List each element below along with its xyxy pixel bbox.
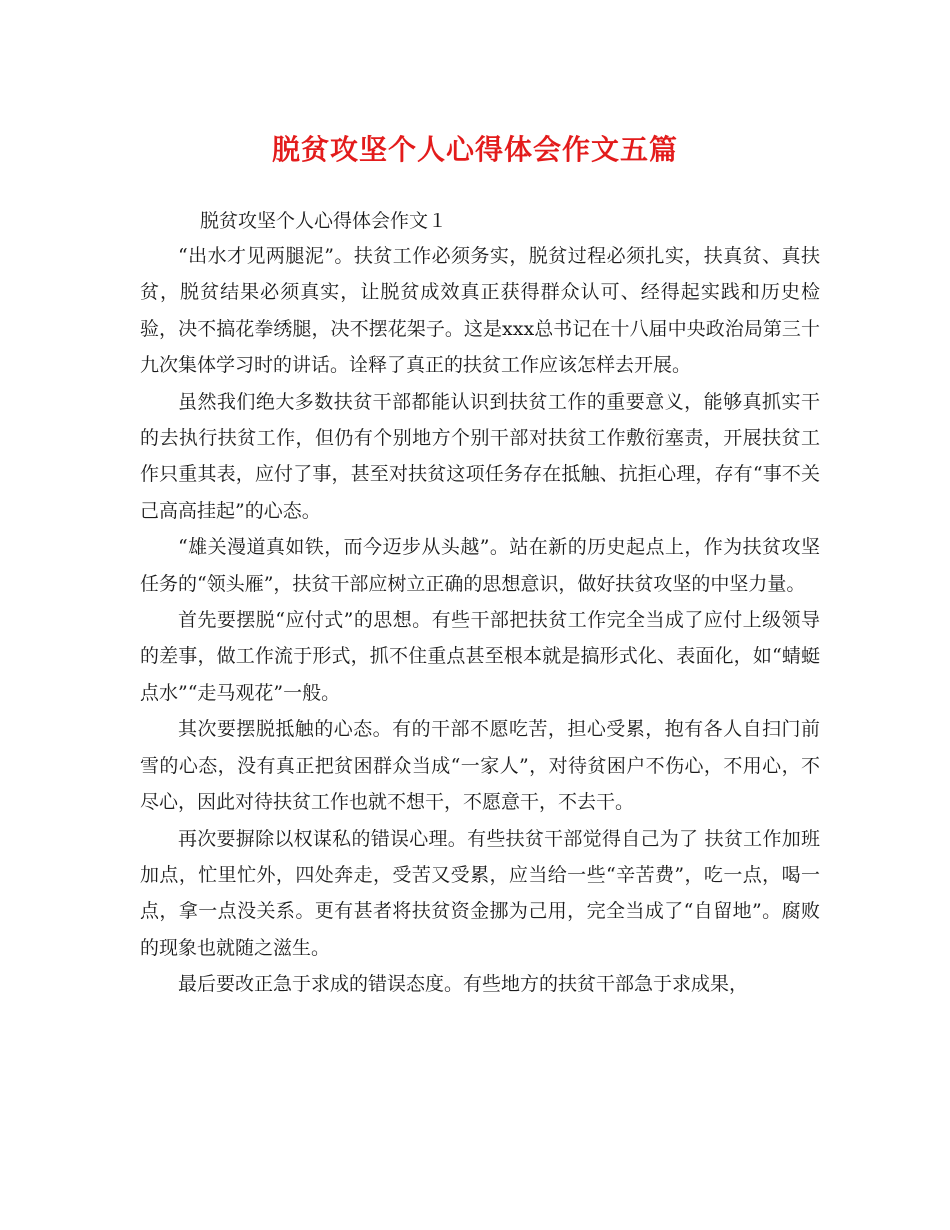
paragraph: 首先要摆脱“应付式”的思想。有些干部把扶贫工作完全当成了应付上级领导的差事，做工作流于形式，抓不住重点甚至根本就是搞形式化、表面化，如“蜻蜓点水”“走马观花”一般。 [140,609,820,704]
paragraph: 其次要摆脱抵触的心态。有的干部不愿吃苦，担心受累，抱有各人自扫门前雪的心态，没有真正把贫困群众当成“一家人”，对待贫困户不伤心，不用心，不尽心，因此对待扶贫工作也就不想干，不愿意干，不去干。 [140,718,820,814]
paragraph: “出水才见两腿泥”。扶贫工作必须务实，脱贫过程必须扎实，扶真贫、真扶贫，脱贫结果必须真实，让脱贫成效真正获得群众认可、经得起实践和历史检验，决不搞花拳绣腿，决不摆花架子。这是xxx总书记在十八届中央政治局第三十九次集体学习时的讲话。诠释了真正的扶贫工作应该怎样去开展。 [140,245,820,377]
document-title: 脱贫攻坚个人心得体会作文五篇 [271,133,678,166]
paragraph: “雄关漫道真如铁，而今迈步从头越”。站在新的历史起点上，作为扶贫攻坚任务的“领头雁”，扶贫干部应树立正确的思想意识，做好扶贫攻坚的中坚力量。 [140,536,820,595]
paragraph: 最后要改正急于求成的错误态度。有些地方的扶贫干部急于求成果， [178,973,749,996]
section-heading: 脱贫攻坚个人心得体会作文１ [200,210,448,232]
paragraph: 虽然我们绝大多数扶贫干部都能认识到扶贫工作的重要意义，能够真抓实干的去执行扶贫工作，但仍有个别地方个别干部对扶贫工作敷衍塞责，开展扶贫工作只重其表，应付了事，甚至对扶贫这项任务存在抵触、抗拒心理，存有“事不关己高高挂起”的心态。 [140,390,820,522]
paragraph: 再次要摒除以权谋私的错误心理。有些扶贫干部觉得自己为了 扶贫工作加班加点，忙里忙外，四处奔走，受苦又受累，应当给一些“辛苦费”，吃一点，喝一点，拿一点没关系。更有甚者将扶贫资金挪为己用，完全当成了“自留地”。腐败的现象也就随之滋生。 [140,827,820,959]
document-body [140,238,820,1003]
